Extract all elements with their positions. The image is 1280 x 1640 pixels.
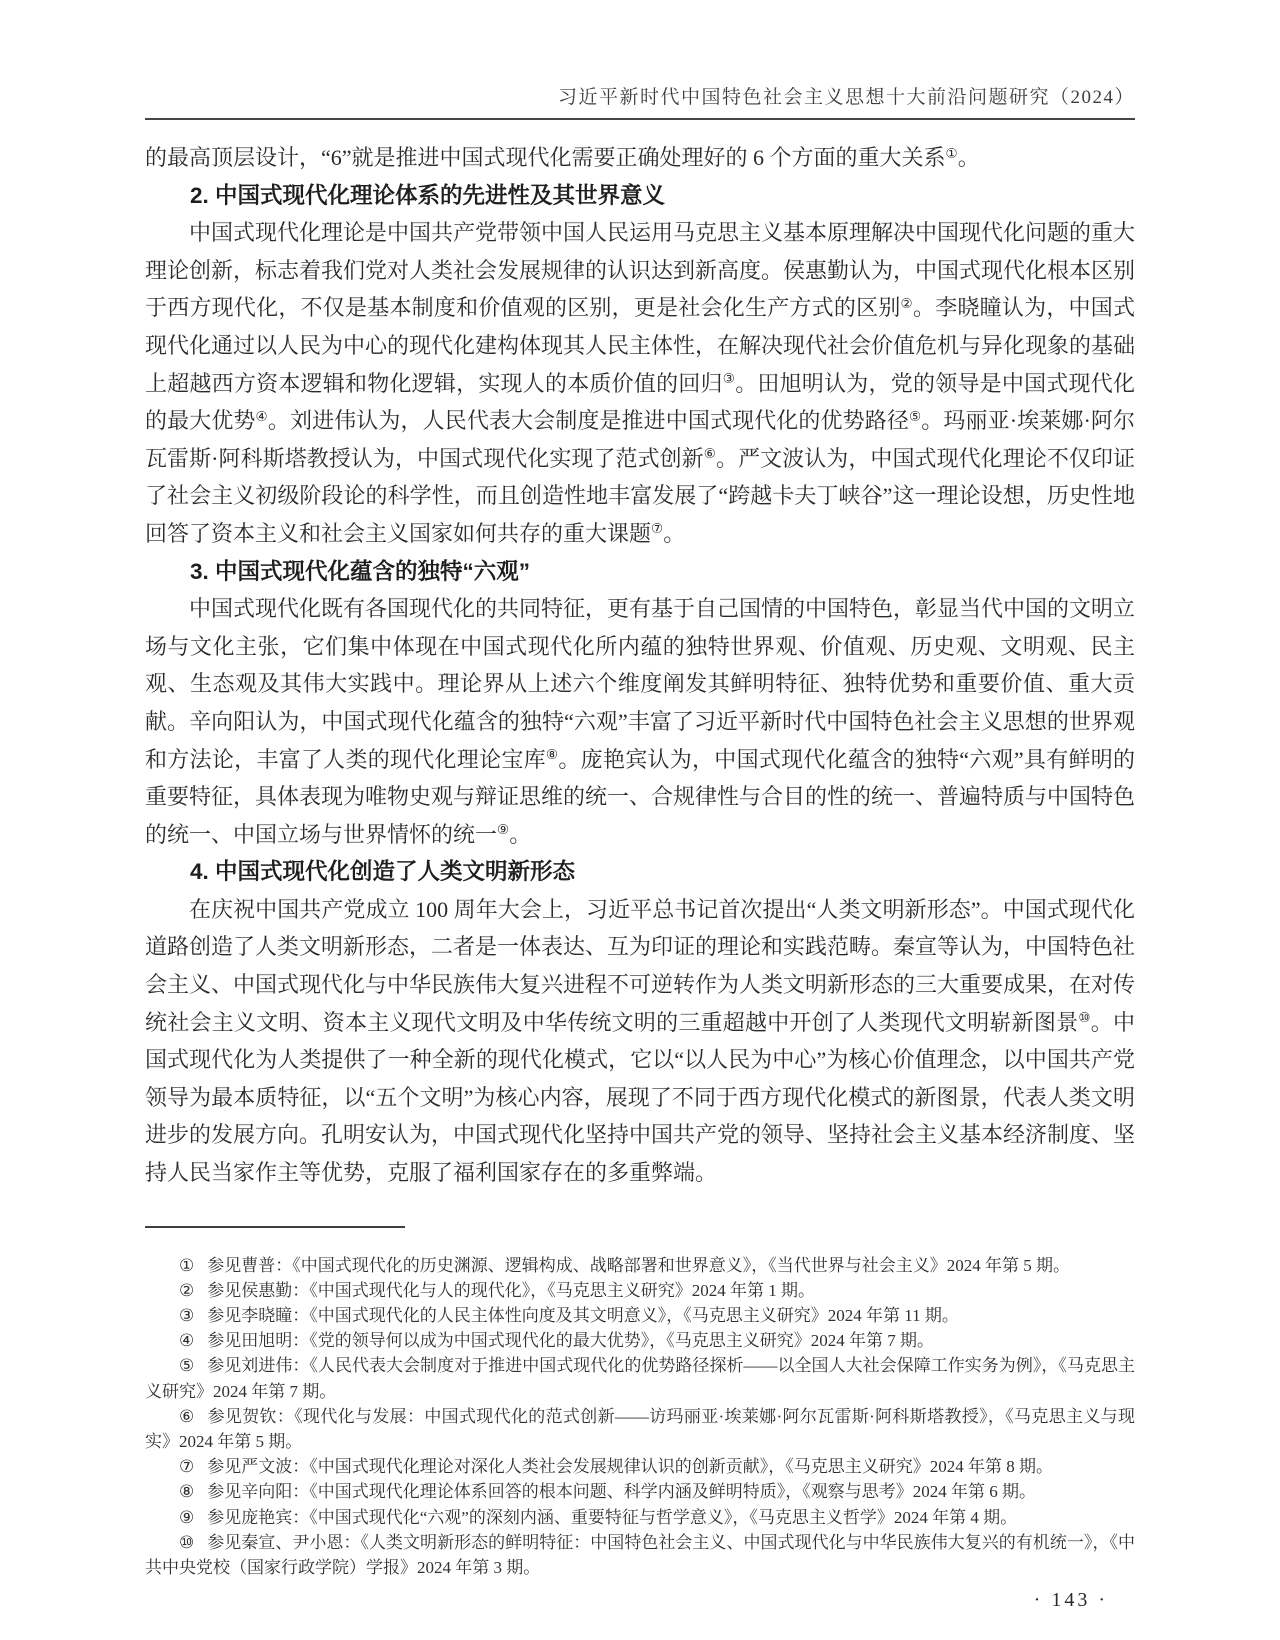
footnote-marker: ⑨ — [179, 1507, 195, 1527]
paragraph-section-4: 在庆祝中国共产党成立 100 周年大会上，习近平总书记首次提出“人类文明新形态”。中国式现代化道路创造了人类文明新形态，二者是一体表达、互为印证的理论和实践范畴。秦宣等认为，中国特色社会主义、中国式现代化与中华民族伟大复兴进程不可逆转作为人类文明新形态的三大重要成果，在对传统社会主义文明、资本主义现代文明及中华传统文明的三重超越中开创了人类现代文明崭新图景⑩。中国式现代化为人类提供了一种全新的现代化模式，它以“以人民为中心”为核心价值理念，以中国共产党领导为最本质特征，以“五个文明”为核心内容，展现了不同于西方现代化模式的新图景，代表人类文明进步的发展方向。孔明安认为，中国式现代化坚持中国共产党的领导、坚持社会主义基本经济制度、坚持人民当家作主等优势，克服了福利国家存在的多重弊端。 — [145, 896, 1136, 1186]
footnote-7 — [145, 1454, 1135, 1479]
footnote-10 — [145, 1530, 1135, 1580]
footnote-text: 参见贺钦：《现代化与发展：中国式现代化的范式创新——访玛丽亚·埃莱娜·阿尔瓦雷斯·阿科斯塔教授》，《马克思主义与现实》2024 年第 5 期。 — [145, 1406, 1135, 1452]
footnote-text: 参见刘进伟：《人民代表大会制度对于推进中国式现代化的优势路径探析——以全国人大社会保障工作实务为例》，《马克思主义研究》2024 年第 7 期。 — [145, 1356, 1135, 1401]
footnote-text: 参见曹普：《中国式现代化的历史渊源、逻辑构成、战略部署和世界意义》，《当代世界与社会主义》2024 年第 5 期。 — [207, 1255, 1070, 1275]
footnote-marker: ⑧ — [179, 1482, 195, 1502]
footnote-2 — [145, 1278, 1135, 1303]
running-header — [145, 0, 1135, 110]
footnote-text: 参见严文波：《中国式现代化理论对深化人类社会发展规律认识的创新贡献》，《马克思主义研究》2024 年第 8 期。 — [207, 1457, 1053, 1477]
header-rule — [145, 118, 1135, 120]
footnote-3 — [145, 1303, 1135, 1328]
paragraph-continuation: 的最高顶层设计，“6”就是推进中国式现代化需要正确处理好的 6 个方面的重大关系①。 — [145, 145, 980, 170]
footnote-5 — [145, 1353, 1135, 1403]
page-number: · 143 · — [1033, 1589, 1108, 1611]
footnote-text: 参见秦宣、尹小恩：《人类文明新形态的鲜明特征：中国特色社会主义、中国式现代化与中华民族伟大复兴的有机统一》，《中共中央党校（国家行政学院）学报》2024 年第 3 期。 — [145, 1532, 1135, 1578]
paragraph-section-2: 中国式现代化理论是中国共产党带领中国人民运用马克思主义基本原理解决中国现代化问题的重大理论创新，标志着我们党对人类社会发展规律的认识达到新高度。侯惠勤认为，中国式现代化根本区别于西方现代化，不仅是基本制度和价值观的区别，更是社会化生产方式的区别②。李晓瞳认为，中国式现代化通过以人民为中心的现代化建构体现其人民主体性，在解决现代社会价值危机与异化现象的基础上超越西方资本逻辑和物化逻辑，实现人的本质价值的回归③。田旭明认为，党的领导是中国式现代化的最大优势④。刘进伟认为，人民代表大会制度是推进中国式现代化的优势路径⑤。玛丽亚·埃莱娜·阿尔瓦雷斯·阿科斯塔教授认为，中国式现代化实现了范式创新⑥。严文波认为，中国式现代化理论不仅印证了社会主义初级阶段论的科学性，而且创造性地丰富发展了“跨越卡夫丁峡谷”这一理论设想，历史性地回答了资本主义和社会主义国家如何共存的重大课题⑦。 — [145, 220, 1136, 546]
footnote-9 — [145, 1505, 1135, 1530]
footnote-marker: ④ — [179, 1331, 195, 1351]
footnote-marker: ⑤ — [179, 1356, 195, 1376]
footnote-text: 参见庞艳宾：《中国式现代化“六观”的深刻内涵、重要特征与哲学意义》，《马克思主义哲学》2024 年第 4 期。 — [207, 1507, 1018, 1527]
footnote-1 — [145, 1253, 1135, 1278]
footnotes-block — [145, 1253, 1135, 1581]
footnote-8 — [145, 1479, 1135, 1504]
footnote-marker: ⑥ — [179, 1406, 195, 1426]
footnote-4 — [145, 1328, 1135, 1353]
footnote-marker: ⑦ — [179, 1457, 195, 1477]
footnote-marker: ③ — [179, 1306, 195, 1326]
footnote-text: 参见辛向阳：《中国式现代化理论体系回答的根本问题、科学内涵及鲜明特质》，《观察与思考》2024 年第 6 期。 — [207, 1482, 1036, 1502]
footnote-marker: ② — [179, 1280, 195, 1300]
section-heading-4: 4. 中国式现代化创造了人类文明新形态 — [190, 859, 576, 885]
running-title: 习近平新时代中国特色社会主义思想十大前沿问题研究（2024） — [557, 87, 1135, 108]
footnote-6 — [145, 1404, 1135, 1454]
footnote-text: 参见侯惠勤：《中国式现代化与人的现代化》，《马克思主义研究》2024 年第 1 期。 — [207, 1280, 815, 1300]
article-body — [145, 139, 1135, 1192]
footnote-separator — [145, 1226, 405, 1228]
section-heading-2: 2. 中国式现代化理论体系的先进性及其世界意义 — [190, 182, 666, 208]
footnote-marker: ① — [179, 1255, 195, 1275]
footnote-text: 参见李晓瞳：《中国式现代化的人民主体性向度及其文明意义》，《马克思主义研究》2024 年第 11 期。 — [207, 1306, 959, 1326]
section-heading-3: 3. 中国式现代化蕴含的独特“六观” — [190, 558, 531, 584]
footnote-text: 参见田旭明：《党的领导何以成为中国式现代化的最大优势》，《马克思主义研究》2024 年第 7 期。 — [207, 1331, 934, 1351]
paragraph-section-3: 中国式现代化既有各国现代化的共同特征，更有基于自己国情的中国特色，彰显当代中国的文明立场与文化主张，它们集中体现在中国式现代化所内蕴的独特世界观、价值观、历史观、文明观、民主观、生态观及其伟大实践中。理论界从上述六个维度阐发其鲜明特征、独特优势和重要价值、重大贡献。辛向阳认为，中国式现代化蕴含的独特“六观”丰富了习近平新时代中国特色社会主义思想的世界观和方法论，丰富了人类的现代化理论宝库⑧。庞艳宾认为，中国式现代化蕴含的独特“六观”具有鲜明的重要特征，具体表现为唯物史观与辩证思维的统一、合规律性与合目的性的统一、普遍特质与中国特色的统一、中国立场与世界情怀的统一⑨。 — [145, 596, 1136, 847]
footnote-marker: ⑩ — [179, 1532, 195, 1552]
